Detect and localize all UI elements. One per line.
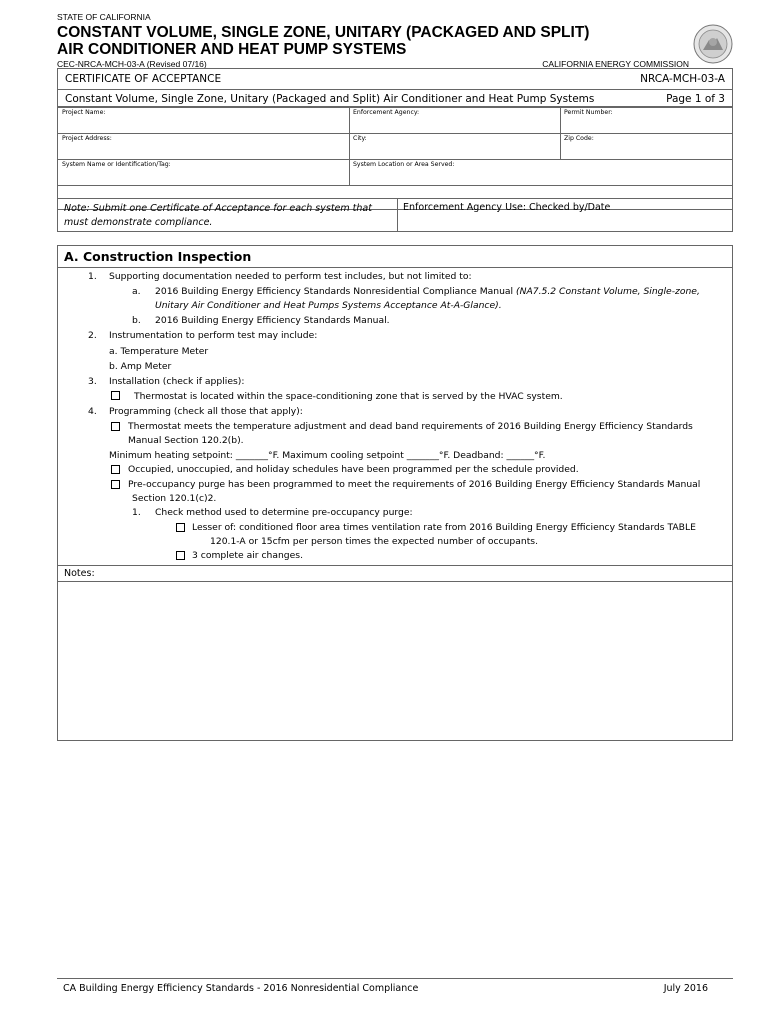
enforcement-agency-field[interactable]: Enforcement Agency: [353, 109, 420, 116]
sub-item-text: Check method used to determine pre-occupancy purge: [155, 507, 413, 518]
item-1b-text: 2016 Building Energy Efficiency Standards Manual. [155, 315, 390, 326]
footer-divider [57, 978, 733, 979]
notes-area[interactable] [58, 582, 732, 740]
purge-option-1-cont: 120.1-A or 15cfm per person times the expected number of occupants. [210, 536, 539, 547]
project-address-field[interactable]: Project Address: [62, 135, 112, 142]
system-location-field[interactable]: System Location or Area Served: [353, 161, 455, 168]
form-subtitle: Constant Volume, Single Zone, Unitary (Packaged and Split) Air Conditioner and Heat Pump Systems [65, 93, 595, 105]
item-number: 1. [88, 271, 97, 282]
permit-number-field[interactable]: Permit Number: [564, 109, 613, 116]
item-3-option: Thermostat is located within the space-conditioning zone that is served by the HVAC system. [134, 391, 563, 402]
item-2-text: Instrumentation to perform test may include: [109, 330, 318, 341]
notes-label: Notes: [58, 565, 732, 582]
item-4-option3-cont: Section 120.1(c)2. [132, 493, 217, 504]
item-4-option1-cont: Manual Section 120.2(b). [128, 435, 244, 446]
floor-area-method-checkbox[interactable] [176, 523, 185, 532]
thermostat-location-checkbox[interactable] [111, 391, 120, 400]
form-title [57, 24, 677, 58]
page-footer [63, 983, 708, 994]
project-fields [57, 106, 733, 210]
note-text: Note: Submit one Certificate of Acceptance for each system that must demonstrate compliance. [64, 203, 372, 228]
project-name-field[interactable]: Project Name: [62, 109, 106, 116]
sub-item-number: 1. [132, 507, 141, 518]
setpoints-line[interactable]: Minimum heating setpoint: _______°F. Maximum cooling setpoint _______°F. Deadband: ______°F. [109, 450, 546, 461]
purge-option-1: Lesser of: conditioned floor area times ventilation rate from 2016 Building Energy Efficiency Standards TABLE [192, 522, 696, 533]
page-number: Page 1 of 3 [666, 93, 725, 105]
system-name-field[interactable]: System Name or Identification/Tag: [62, 161, 171, 168]
item-4-option1: Thermostat meets the temperature adjustment and dead band requirements of 2016 Building Energy Efficiency Standards [128, 421, 693, 432]
item-4-text: Programming (check all those that apply): [109, 406, 303, 417]
item-4-option3: Pre-occupancy purge has been programmed to meet the requirements of 2016 Building Energy Efficiency Standards Manual [128, 479, 701, 490]
submission-note [57, 198, 733, 232]
item-2b-text: b. Amp Meter [109, 361, 172, 372]
item-number: 2. [88, 330, 97, 341]
item-1a-label: a. [132, 286, 141, 297]
item-2a-text: a. Temperature Meter [109, 346, 209, 357]
pre-occupancy-purge-checkbox[interactable] [111, 480, 120, 489]
item-4-option2: Occupied, unoccupied, and holiday schedules have been programmed per the schedule provided. [128, 464, 579, 475]
footer-date: July 2016 [663, 983, 708, 994]
certificate-header [57, 68, 733, 108]
purge-option-2: 3 complete air changes. [192, 550, 303, 561]
state-label: STATE OF CALIFORNIA [57, 12, 151, 22]
certificate-type: CERTIFICATE OF ACCEPTANCE [65, 73, 222, 85]
schedules-checkbox[interactable] [111, 465, 120, 474]
construction-inspection-section [57, 245, 733, 741]
form-code: CEC-NRCA-MCH-03-A (Revised 07/16) [57, 59, 207, 69]
footer-standards: CA Building Energy Efficiency Standards - 2016 Nonresidential Compliance [63, 983, 419, 994]
item-1a-text [155, 286, 700, 298]
agency-name: CALIFORNIA ENERGY COMMISSION [542, 59, 689, 69]
air-changes-method-checkbox[interactable] [176, 551, 185, 560]
agency-use-field[interactable]: Enforcement Agency Use: Checked by/Date [403, 202, 611, 213]
item-1a-italic: (NA7.5.2 Constant Volume, Single-zone, [516, 286, 700, 297]
item-3-text: Installation (check if applies): [109, 376, 245, 387]
item-1-text: Supporting documentation needed to perform test includes, but not limited to: [109, 271, 472, 282]
zip-code-field[interactable]: Zip Code: [564, 135, 594, 142]
item-number: 3. [88, 376, 97, 387]
item-1b-label: b. [132, 315, 141, 326]
thermostat-deadband-checkbox[interactable] [111, 422, 120, 431]
form-title-line2: AIR CONDITIONER AND HEAT PUMP SYSTEMS [57, 41, 407, 58]
section-heading: A. Construction Inspection [58, 246, 732, 268]
state-seal-icon [693, 24, 733, 64]
certificate-row [58, 69, 732, 90]
city-field[interactable]: City: [353, 135, 367, 142]
item-number: 4. [88, 406, 97, 417]
item-1a-plain: 2016 Building Energy Efficiency Standards Nonresidential Compliance Manual [155, 286, 517, 297]
item-1a-italic-cont: Unitary Air Conditioner and Heat Pumps Systems Acceptance At-A-Glance). [155, 300, 502, 311]
form-id: NRCA-MCH-03-A [640, 73, 725, 85]
form-title-line1: CONSTANT VOLUME, SINGLE ZONE, UNITARY (PACKAGED AND SPLIT) [57, 24, 590, 41]
